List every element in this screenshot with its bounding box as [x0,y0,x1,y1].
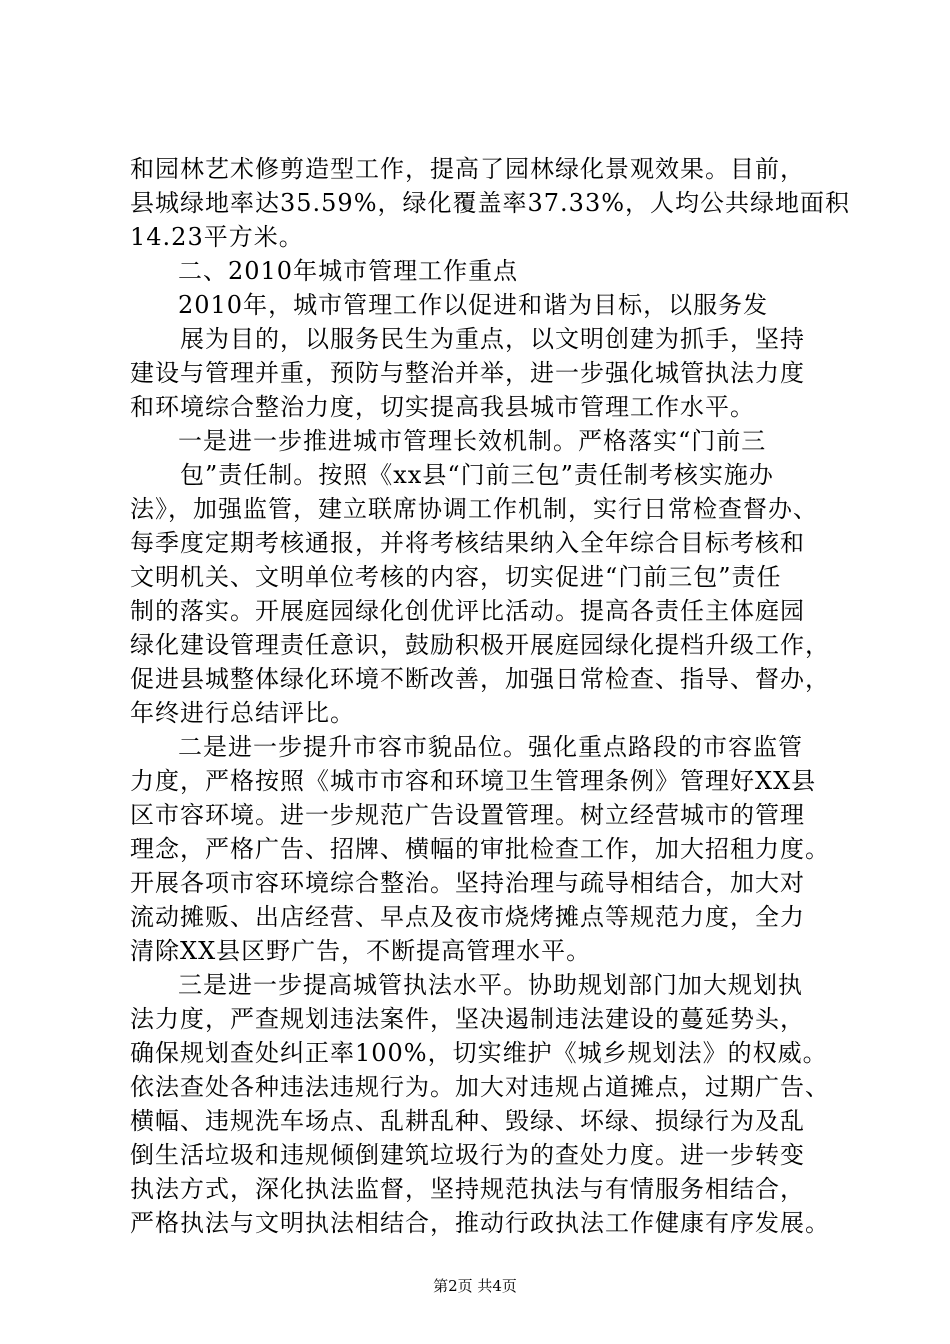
text-line: 文明机关、文明单位考核的内容，切实促进“门前三包”责任 [130,563,782,591]
text-line: 和环境综合整治力度，切实提高我县城市管理工作水平。 [130,393,755,421]
text-line: 严格执法与文明执法相结合，推动行政执法工作健康有序发展。 [130,1209,830,1237]
text-line: 力度，严格按照《城市市容和环境卫生管理条例》管理好XX县 [130,767,817,795]
text-line: 流动摊贩、出店经营、早点及夜市烧烤摊点等规范力度，全力 [130,903,805,931]
text-line: 三是进一步提高城管执法水平。协助规划部门加大规划执 [178,971,803,999]
text-line: 每季度定期考核通报，并将考核结果纳入全年综合目标考核和 [130,529,805,557]
text-line: 建设与管理并重，预防与整治并举，进一步强化城管执法力度 [130,359,805,387]
text-line: 县城绿地率达35.59%，绿化覆盖率37.33%，人均公共绿地面积 [130,189,851,217]
text-line: 倒生活垃圾和违规倾倒建筑垃圾行为的查处力度。进一步转变 [130,1141,805,1169]
text-line: 确保规划查处纠正率100%，切实维护《城乡规划法》的权威。 [130,1039,828,1067]
text-line: 2010年，城市管理工作以促进和谐为目标，以服务发 [178,291,769,319]
text-line: 制的落实。开展庭园绿化创优评比活动。提高各责任主体庭园 [130,597,805,625]
text-line: 法力度，严查规划违法案件，坚决遏制违法建设的蔓延势头， [130,1005,805,1033]
text-line: 展为目的，以服务民生为重点，以文明创建为抓手，坚持 [180,325,805,353]
text-line: 促进县城整体绿化环境不断改善，加强日常检查、指导、督办， [130,665,830,693]
text-line: 绿化建设管理责任意识，鼓励积极开展庭园绿化提档升级工作， [130,631,830,659]
text-line: 法》，加强监管，建立联席协调工作机制，实行日常检查督办、 [130,495,818,523]
text-line: 一是进一步推进城市管理长效机制。严格落实“门前三 [178,427,767,455]
text-line: 年终进行总结评比。 [130,699,355,727]
page-number: 第2页 共4页 [433,1277,517,1295]
text-line: 二是进一步提升市容市貌品位。强化重点路段的市容监管 [178,733,803,761]
text-line: 横幅、违规洗车场点、乱耕乱种、毁绿、坏绿、损绿行为及乱 [130,1107,805,1135]
text-line: 和园林艺术修剪造型工作，提高了园林绿化景观效果。目前， [130,155,805,183]
text-line: 包”责任制。按照《xx县“门前三包”责任制考核实施办 [180,461,774,489]
text-line: 执法方式，深化执法监督，坚持规范执法与有情服务相结合， [130,1175,805,1203]
text-line: 清除XX县区野广告，不断提高管理水平。 [130,937,592,965]
text-line: 开展各项市容环境综合整治。坚持治理与疏导相结合，加大对 [130,869,805,897]
page-footer [0,1276,950,1296]
document-body [130,152,850,1240]
text-line: 理念，严格广告、招牌、横幅的审批检查工作，加大招租力度。 [130,835,830,863]
text-line: 依法查处各种违法违规行为。加大对违规占道摊点，过期广告、 [130,1073,830,1101]
section-heading: 二、2010年城市管理工作重点 [178,257,519,285]
text-line: 区市容环境。进一步规范广告设置管理。树立经营城市的管理 [130,801,805,829]
text-line: 14.23平方米。 [130,223,304,251]
